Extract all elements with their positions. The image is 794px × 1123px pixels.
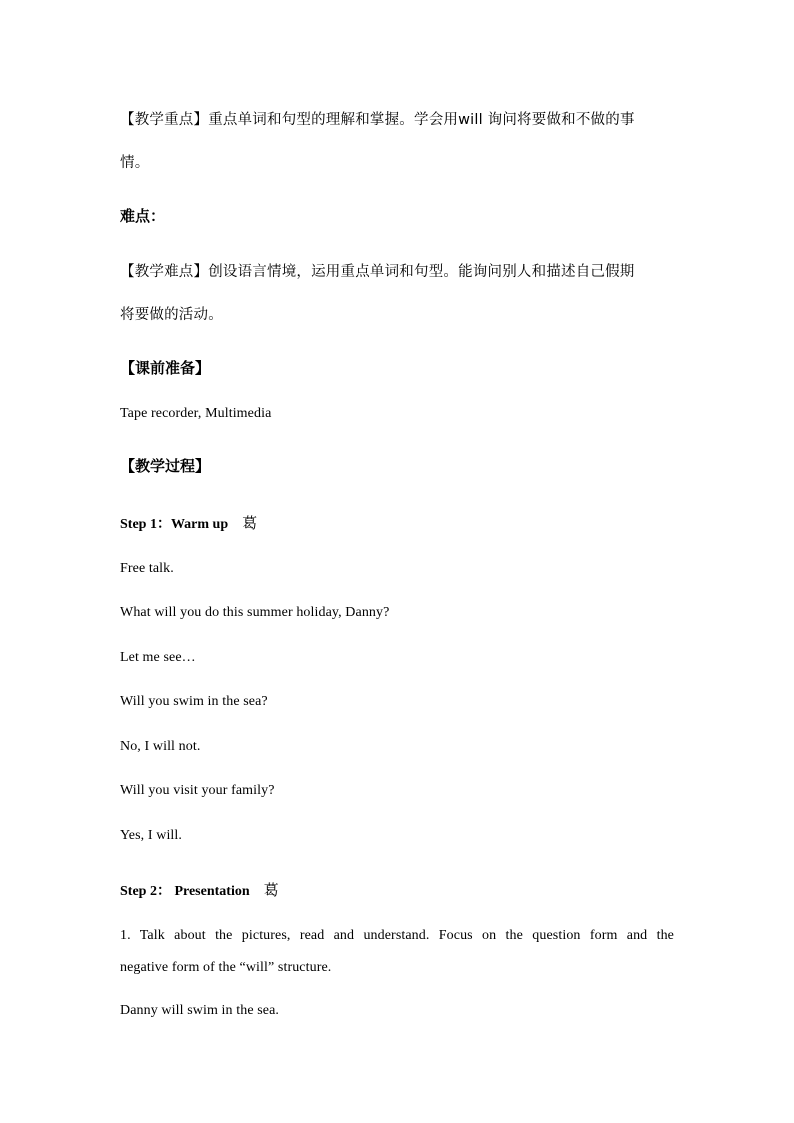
step-2-example: Danny will swim in the sea. — [120, 1003, 280, 1018]
step-2-title-text: Step 2： Presentation — [120, 884, 250, 899]
step-1-line-3: Let me see… — [120, 650, 196, 665]
difficulty-heading: 难点： — [120, 207, 166, 225]
step-1-title — [120, 512, 680, 533]
step-1-line-7: Yes, I will. — [120, 828, 183, 843]
step-1-line-2: What will you do this summer holiday, Danny? — [120, 605, 390, 620]
step-2-title — [120, 879, 680, 900]
preparation-heading: 【课前准备】 — [120, 359, 211, 377]
difficulty-line-1: 【教学难点】创设语言情境，运用重点单词和句型。能询问别人和描述自己假期 — [120, 264, 635, 280]
step-1-line-4: Will you swim in the sea? — [120, 694, 268, 709]
difficulty-line-2: 将要做的活动。 — [120, 307, 223, 323]
step-1-line-1: Free talk. — [120, 561, 174, 576]
preparation-items: Tape recorder, Multimedia — [120, 406, 272, 421]
step-2-item-1-line-1: 1. Talk about the pictures, read and understand. Focus on the question form and the — [120, 928, 674, 943]
step-1-line-6: Will you visit your family? — [120, 783, 275, 798]
process-heading: 【教学过程】 — [120, 457, 211, 475]
key-points-line-1: 【教学重点】重点单词和句型的理解和掌握。学会用will 询问将要做和不做的事 — [120, 112, 635, 128]
step-2-item-1-line-2: negative form of the “will” structure. — [120, 960, 332, 975]
step-1-glyph: 葛 — [242, 514, 258, 532]
step-1-title-text: Step 1：Warm up — [120, 517, 229, 532]
key-points-line-2: 情。 — [120, 155, 150, 171]
step-1-line-5: No, I will not. — [120, 739, 201, 754]
step-2-glyph: 葛 — [263, 881, 279, 899]
